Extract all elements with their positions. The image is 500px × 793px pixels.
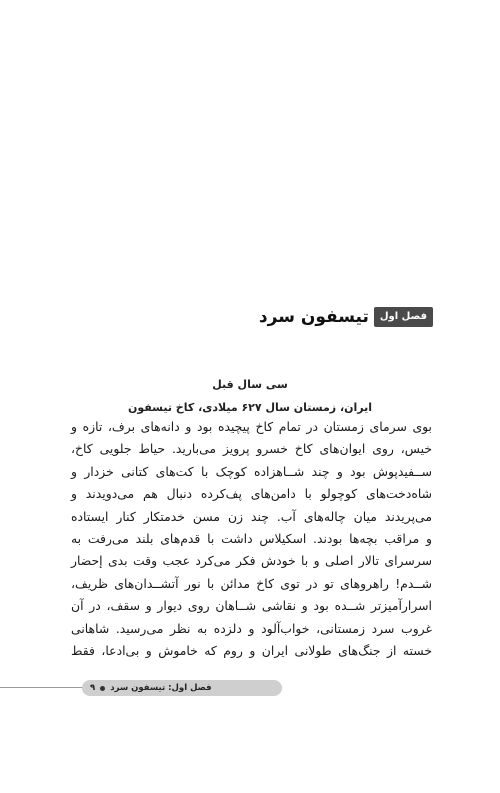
body-line: شــدم! راهروهای تو در توی کاخ مدائن با نور آتشــدان‌های ظریف، [71,575,432,591]
footer-bar [82,680,282,696]
footer-rule [0,687,86,688]
section-time: سی سال قبل [212,378,288,391]
body-text [71,416,432,662]
body-line: بوی سرمای زمستان در تمام کاخ پیچیده بود و دانه‌های برف، تازه و [71,419,432,434]
chapter-title: تیسفون سرد [258,307,369,327]
body-line: می‌پریدند میان چاله‌های آب. چند زن مسن خدمتکار کنار ایستاده [71,508,432,524]
body-line: خسته از جنگ‌های طولانی ایران و روم که خاموش و بی‌ادعا، فقط [71,643,432,659]
section-place: ایران، زمستان سال ۶۲۷ میلادی، کاخ تیسفون [127,401,373,414]
body-line: غروب سرد زمستانی، خواب‌آلود و دلزده به نظر می‌رسید. شاهانی [71,620,432,636]
body-line: خیس، روی ایوان‌های کاخ خسرو پرویز می‌بارید. حیاط جلویی کاخ، [71,441,432,457]
separator-dot-icon [100,686,105,691]
body-line: شاه‌دخت‌های کوچولو با دامن‌های پف‌کرده دنبال هم می‌دویدند و [71,486,432,502]
running-head: فصل اول: تیسفون سرد [110,683,212,693]
page-number: ۹ [90,683,96,693]
body-line: و مراقب بچه‌ها بودند. اسکیلاس داشت با قدم‌های بلند می‌رفت به [71,531,432,547]
body-line: اسرارآمیزتر شــده بود و نقاشی شــاهان روی دیوار و سقف، در آن [71,598,432,614]
body-line: سرسرای تالار اصلی و با خودش فکر می‌کرد عجب وقت بدی إحضار [71,553,432,569]
body-line: ســفیدپوش بود و چند شــاهزاده کوچک با کت‌های کتانی خزدار و [71,463,432,479]
chapter-badge: فصل اول [374,307,433,327]
chapter-heading [258,304,433,330]
